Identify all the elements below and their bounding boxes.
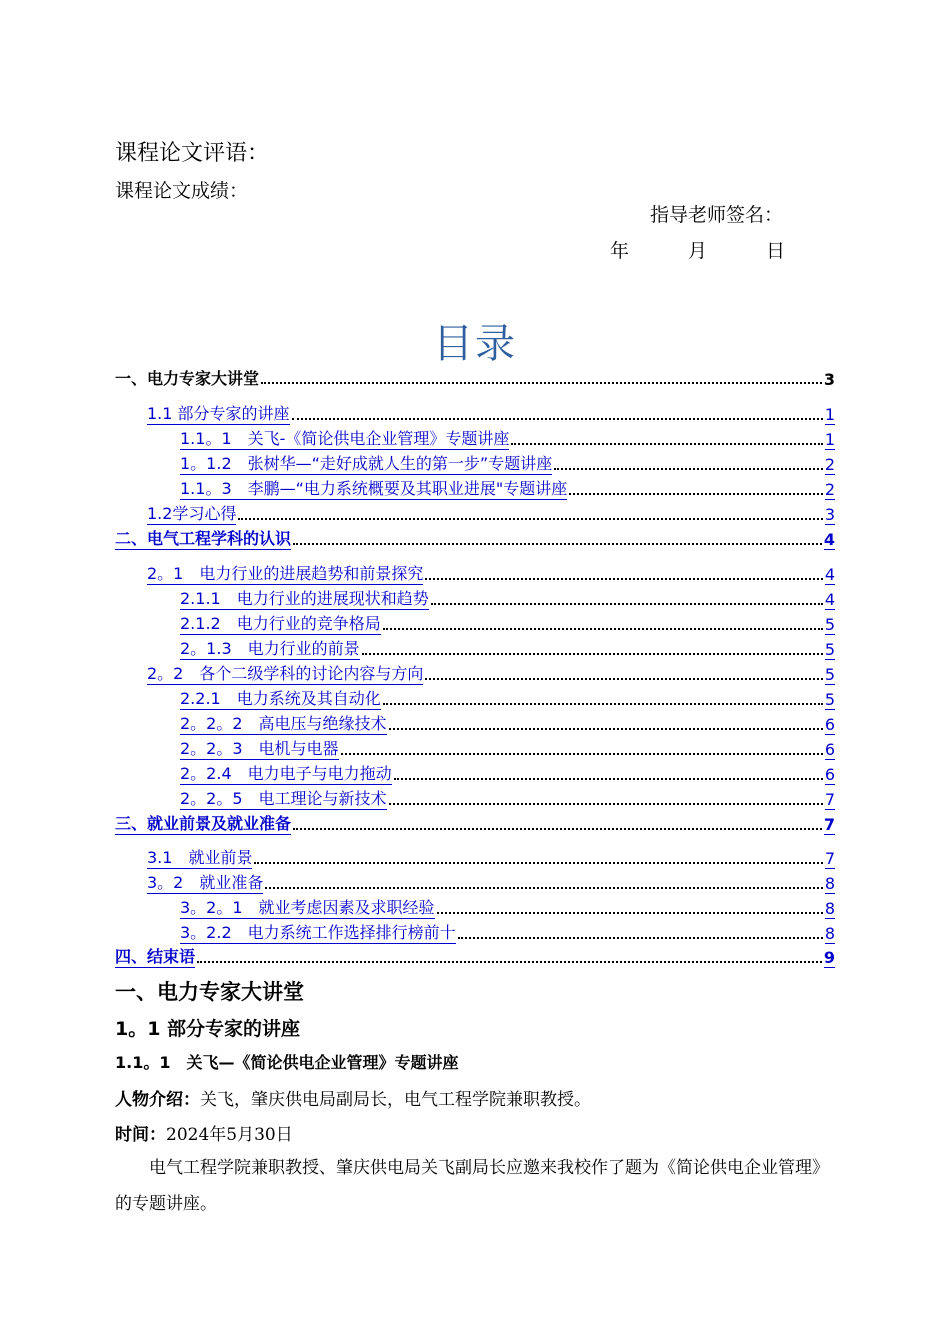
toc-entry-page: 2 bbox=[824, 480, 835, 499]
toc-entry[interactable] bbox=[180, 920, 835, 944]
toc-entry-page: 7 bbox=[823, 815, 835, 834]
toc-entry-page: 8 bbox=[824, 874, 835, 893]
section-heading-1-1-1: 1.1。1 关飞—《简论供电企业管理》专题讲座 bbox=[115, 1053, 459, 1072]
toc-entry[interactable] bbox=[180, 426, 835, 450]
toc-entry-text: 2。1.3 电力行业的前景 bbox=[180, 636, 360, 660]
time-label: 时间： bbox=[115, 1125, 166, 1145]
toc-entry-text: 1.2学习心得 bbox=[147, 501, 236, 525]
toc-entry-text: 1.1。1 关飞-《简论供电企业管理》专题讲座 bbox=[180, 426, 509, 450]
toc-entry[interactable] bbox=[115, 366, 835, 389]
toc-entry-text: 2。2。3 电机与电器 bbox=[180, 736, 339, 760]
toc-entry-text: 2。2.4 电力电子与电力拖动 bbox=[180, 761, 392, 785]
toc-entry-page: 8 bbox=[824, 924, 835, 943]
toc-entry-text: 3。2。1 就业考虑因素及求职经验 bbox=[180, 895, 435, 919]
toc-entry-page: 9 bbox=[823, 948, 835, 967]
date-day: 日 bbox=[766, 240, 786, 262]
toc-entry[interactable] bbox=[115, 811, 835, 835]
toc-entry-page: 6 bbox=[824, 740, 835, 759]
toc-entry-text: 1.1 部分专家的讲座 bbox=[147, 401, 290, 425]
toc-entry[interactable] bbox=[115, 526, 835, 550]
toc-entry-page: 5 bbox=[824, 615, 835, 634]
toc-entry-page: 5 bbox=[824, 640, 835, 659]
toc-entry[interactable] bbox=[180, 451, 835, 475]
toc-entry[interactable] bbox=[147, 401, 835, 425]
course-score-label: 课程论文成绩： bbox=[115, 180, 249, 202]
intro-line bbox=[115, 1085, 591, 1110]
toc-entry-text: 2.1.2 电力行业的竞争格局 bbox=[180, 611, 381, 635]
toc-entry-page: 6 bbox=[824, 765, 835, 784]
toc-entry-page: 7 bbox=[824, 849, 835, 868]
toc-entry[interactable] bbox=[147, 870, 835, 894]
toc-entry-text: 2.2.1 电力系统及其自动化 bbox=[180, 686, 381, 710]
toc-entry[interactable] bbox=[180, 736, 835, 760]
toc-entry-page: 3 bbox=[824, 505, 835, 524]
toc-entry-page: 6 bbox=[824, 715, 835, 734]
date-year: 年 bbox=[610, 240, 630, 262]
toc-entry-text: 2。1 电力行业的进展趋势和前景探究 bbox=[147, 561, 423, 585]
toc-entry-page: 5 bbox=[824, 690, 835, 709]
toc-entry-page: 2 bbox=[824, 455, 835, 474]
toc-entry-page: 1 bbox=[824, 405, 835, 424]
toc-entry[interactable] bbox=[147, 661, 835, 685]
toc-entry-page: 7 bbox=[824, 790, 835, 809]
toc-entry[interactable] bbox=[180, 761, 835, 785]
toc-entry-page: 4 bbox=[824, 565, 835, 584]
toc-entry[interactable] bbox=[180, 636, 835, 660]
toc-entry-text: 3。2 就业准备 bbox=[147, 870, 263, 894]
time-line bbox=[115, 1120, 293, 1145]
toc-entry-text: 2.1.1 电力行业的进展现状和趋势 bbox=[180, 586, 429, 610]
intro-text: 关飞，肇庆供电局副局长，电气工程学院兼职教授。 bbox=[200, 1090, 591, 1110]
toc-title: 目录 bbox=[433, 321, 517, 367]
toc-entry-page: 3 bbox=[823, 370, 835, 389]
toc-entry-page: 4 bbox=[824, 590, 835, 609]
time-text: 2024年5月30日 bbox=[166, 1125, 293, 1145]
date-line bbox=[610, 236, 785, 263]
toc-entry-text: 一、电力专家大讲堂 bbox=[115, 369, 260, 388]
toc-entry[interactable] bbox=[180, 711, 835, 735]
toc-entry-text: 三、就业前景及就业准备 bbox=[115, 811, 291, 835]
signature-label: 指导老师签名： bbox=[650, 204, 784, 226]
toc-entry-text: 2。2。5 电工理论与新技术 bbox=[180, 786, 387, 810]
toc-entry[interactable] bbox=[115, 944, 835, 968]
toc-entry[interactable] bbox=[180, 786, 835, 810]
toc-entry[interactable] bbox=[180, 586, 835, 610]
toc-entry-text: 2。2 各个二级学科的讨论内容与方向 bbox=[147, 661, 423, 685]
course-comment-label: 课程论文评语： bbox=[115, 141, 270, 166]
section-heading-1: 一、电力专家大讲堂 bbox=[115, 980, 304, 1004]
intro-label: 人物介绍： bbox=[115, 1090, 200, 1110]
body-paragraph: 电气工程学院兼职教授、肇庆供电局关飞副局长应邀来我校作了题为《简论供电企业管理》的专题讲座。 bbox=[115, 1158, 829, 1214]
toc-entry[interactable] bbox=[147, 501, 835, 525]
toc-entry-page: 1 bbox=[824, 430, 835, 449]
toc-entry-page: 8 bbox=[824, 899, 835, 918]
toc-entry-text: 3。2.2 电力系统工作选择排行榜前十 bbox=[180, 920, 456, 944]
section-heading-1-1: 1。1 部分专家的讲座 bbox=[115, 1018, 301, 1040]
toc-entry-text: 3.1 就业前景 bbox=[147, 845, 252, 869]
toc-entry-text: 1.1。3 李鹏—“电力系统概要及其职业进展"专题讲座 bbox=[180, 476, 567, 500]
toc-entry[interactable] bbox=[180, 686, 835, 710]
toc-entry-text: 1。1.2 张树华—“走好成就人生的第一步”专题讲座 bbox=[180, 451, 552, 475]
date-month: 月 bbox=[688, 240, 708, 262]
toc-entry-page: 4 bbox=[823, 530, 835, 549]
toc-entry-text: 2。2。2 高电压与绝缘技术 bbox=[180, 711, 387, 735]
toc-entry[interactable] bbox=[180, 611, 835, 635]
toc-entry-text: 四、结束语 bbox=[115, 944, 195, 968]
toc-entry[interactable] bbox=[180, 476, 835, 500]
toc-entry[interactable] bbox=[147, 845, 835, 869]
toc-entry-text: 二、电气工程学科的认识 bbox=[115, 526, 291, 550]
toc-entry[interactable] bbox=[180, 895, 835, 919]
toc-entry[interactable] bbox=[147, 561, 835, 585]
toc-entry-page: 5 bbox=[824, 665, 835, 684]
